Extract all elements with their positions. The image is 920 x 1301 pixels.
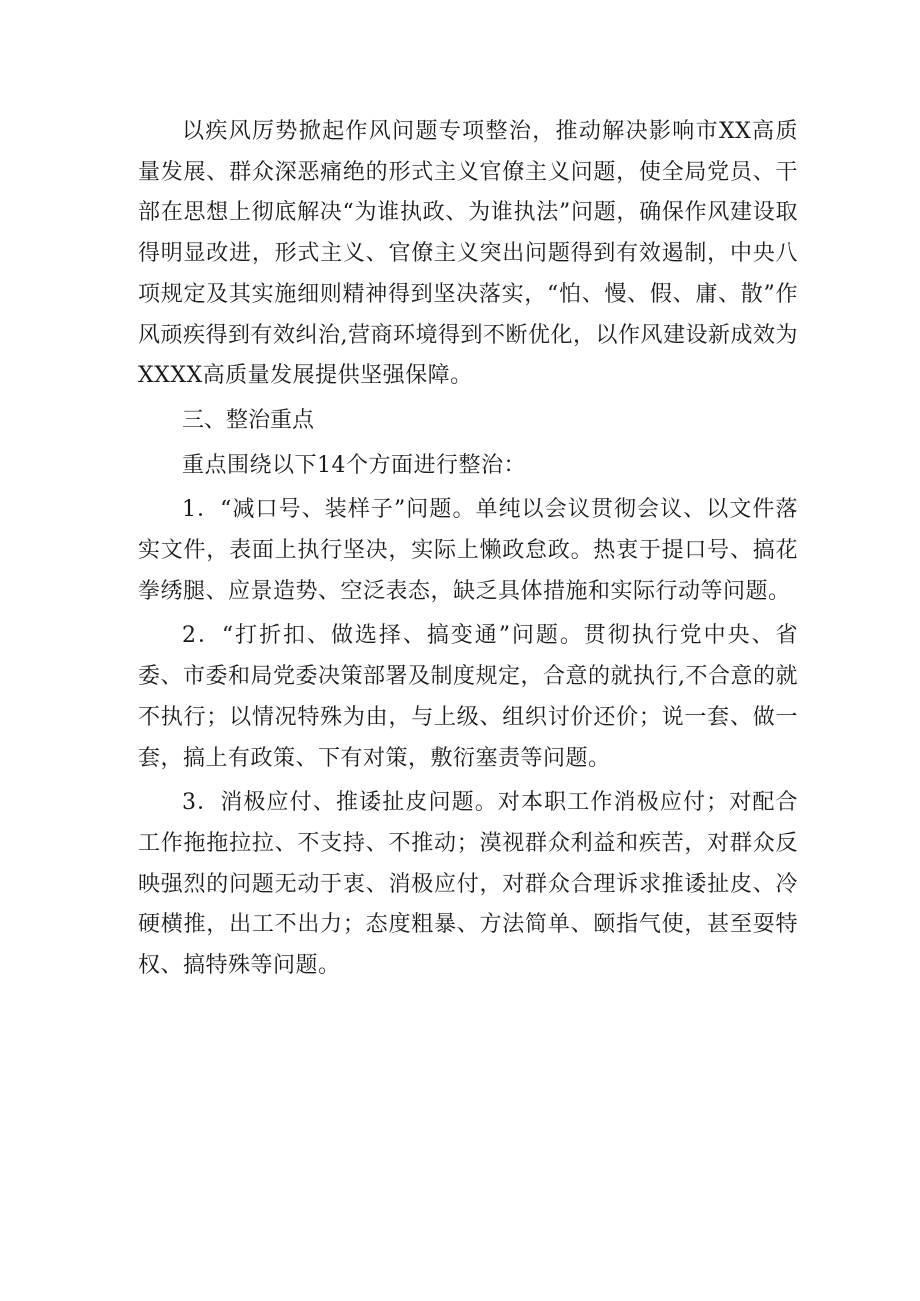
paragraph-item-2: 2．“打折扣、做选择、搞变通”问题。贯彻执行党中央、省委、市委和局党委决策部署及制度规定，合意的就执行,不合意的就不执行；以情况特殊为由，与上级、组织讨价还价；说一套、做一套，搞上有政策、下有对策，敷衍塞责等问题。 (138, 623, 798, 771)
paragraph-item-3: 3．消极应付、推诿扯皮问题。对本职工作消极应付；对配合工作拖拖拉拉、不支持、不推动；漠视群众利益和疾苦，对群众反映强烈的问题无动于衷、消极应付，对群众合理诉求推诿扯皮、冷硬横推，出工不出力；态度粗暴、方法简单、颐指气使，甚至耍特权、搞特殊等问题。 (138, 790, 798, 979)
paragraph-item-1: 1．“减口号、装样子”问题。单纯以会议贯彻会议、以文件落实文件，表面上执行坚决，实际上懒政怠政。热衷于提口号、搞花拳绣腿、应景造势、空泛表态，缺乏具体措施和实际行动等问题。 (138, 497, 798, 604)
paragraph-lead: 重点围绕以下14个方面进行整治： (182, 452, 526, 478)
document-body (138, 112, 798, 987)
section-heading: 三、整治重点 (182, 407, 315, 433)
paragraph-intro: 以疾风厉势掀起作风问题专项整治，推动解决影响市XX高质量发展、群众深恶痛绝的形式主义官僚主义问题，使全局党员、干部在思想上彻底解决“为谁执政、为谁执法”问题，确保作风建设取得明显改进，形式主义、官僚主义突出问题得到有效遏制，中央八项规定及其实施细则精神得到坚决落实，“怕、慢、假、庸、散”作风顽疾得到有效纠治,营商环境得到不断优化，以作风建设新成效为XXXX高质量发展提供坚强保障。 (138, 119, 798, 389)
